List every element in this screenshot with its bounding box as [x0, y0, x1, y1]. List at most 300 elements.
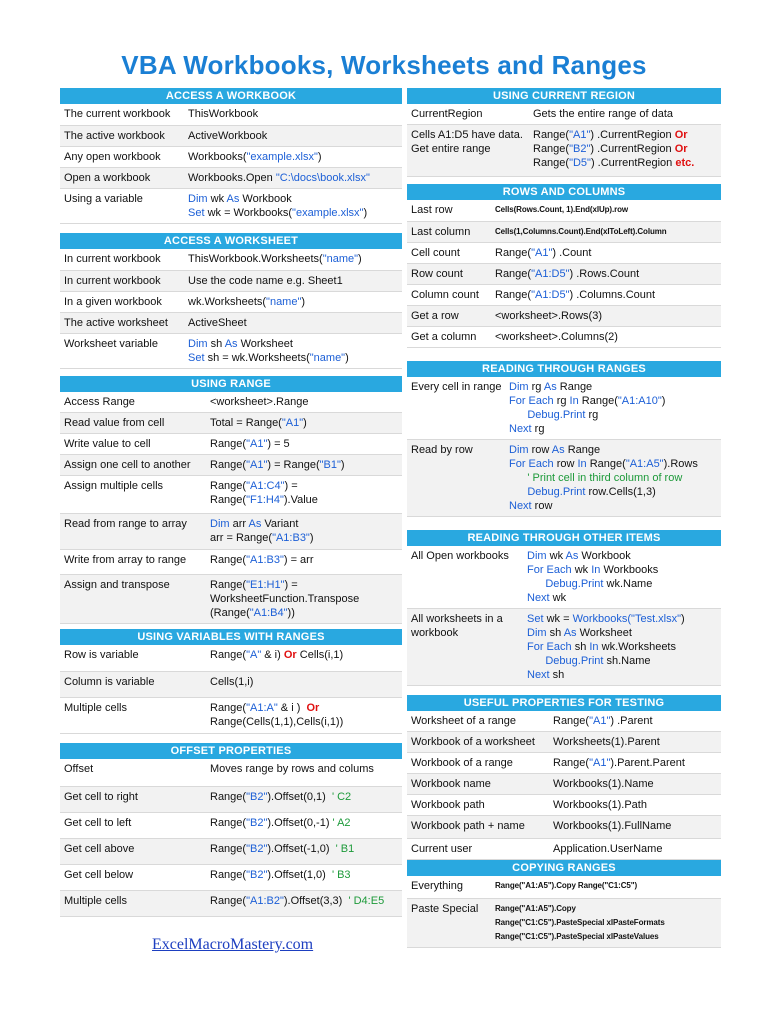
code-token: ' Print cell in third column of row: [527, 472, 683, 484]
code-token: Range(: [210, 816, 247, 829]
code-token: Dim: [210, 518, 230, 530]
row-code: [491, 263, 721, 284]
table-row: [407, 263, 721, 284]
code-token: "A1": [246, 438, 268, 450]
code-token: Dim: [188, 192, 208, 205]
row-code: [206, 514, 402, 550]
code-token: "A1": [569, 129, 591, 141]
row-label: Last row: [411, 204, 453, 216]
code-token: Debug.Print: [545, 655, 604, 667]
code-token: "A1:C4": [246, 480, 285, 492]
table-row: [407, 305, 721, 326]
row-code: [184, 167, 402, 188]
row-code: [184, 312, 402, 333]
code-token: Debug.Print: [527, 486, 586, 498]
code-token: "B1": [319, 459, 341, 471]
row-label: Paste Special: [411, 902, 479, 915]
code-token: "A1:D5": [531, 288, 570, 301]
table-row: [407, 125, 721, 177]
section-table: [60, 645, 402, 734]
table-row: [407, 104, 721, 125]
code-token: ) = arr: [283, 554, 314, 566]
code-token: Worksheet: [579, 627, 632, 639]
code-token: "example.xlsx": [292, 206, 364, 219]
code-token: wk: [546, 550, 566, 562]
code-token: "A": [246, 649, 262, 661]
code-token: For Each: [527, 564, 572, 576]
row-label: Multiple cells: [64, 701, 127, 714]
code-token: ): [345, 351, 349, 364]
row-code: [206, 476, 402, 514]
section-header: USING CURRENT REGION: [407, 88, 721, 104]
table-row: [407, 753, 721, 774]
code-token: ' D4:E5: [348, 894, 385, 907]
code-token: row: [528, 444, 552, 456]
row-code: [206, 786, 402, 812]
table-row: [60, 890, 402, 916]
code-token: Dim: [509, 381, 529, 393]
row-code: [491, 284, 721, 305]
table-row: [60, 125, 402, 146]
code-token: "B2": [246, 868, 268, 881]
row-label: Assign and transpose: [64, 579, 170, 591]
code-token: "B2": [246, 790, 268, 803]
code-token: Range(: [210, 554, 247, 566]
code-token: ): [340, 459, 345, 471]
table-row: [407, 795, 721, 816]
row-label: Last column: [411, 225, 471, 238]
code-token: <worksheet>.Rows(3): [495, 309, 602, 322]
row-code: [549, 732, 721, 753]
section-table: [60, 104, 402, 224]
code-token: Workbooks(: [572, 613, 632, 625]
code-token: ).Offset(0,1): [267, 790, 332, 803]
table-row: [60, 455, 402, 476]
row-label: Cells A1:D5 have data. Get entire range: [411, 129, 523, 155]
code-token: )): [287, 607, 295, 619]
code-token: ' A2: [332, 816, 351, 829]
section-header: ACCESS A WORKSHEET: [60, 233, 402, 249]
section-table: [407, 200, 721, 348]
section-header: READING THROUGH RANGES: [407, 361, 721, 377]
code-token: For Each: [509, 395, 554, 407]
row-label: Cell count: [411, 246, 460, 259]
code-token: Range(: [495, 288, 532, 301]
table-row: [60, 434, 402, 455]
section-access-worksheet: [60, 233, 402, 369]
row-code: [184, 188, 402, 223]
section-table: [407, 876, 721, 948]
row-label: Worksheet variable: [64, 337, 158, 350]
code-token: Dim: [527, 627, 547, 639]
row-label: In current workbook: [64, 274, 161, 287]
code-token: "C:\docs\book.xlsx": [275, 171, 370, 184]
code-token: Cells(1,Columns.Count).End(xlToLeft).Column: [495, 226, 667, 236]
code-token: Variant arr = Range(: [210, 518, 299, 544]
row-label: Read from range to array: [64, 518, 187, 530]
code-token: Workbooks.Open: [188, 171, 276, 184]
code-token: "name": [309, 351, 346, 364]
code-token: As: [248, 518, 262, 530]
table-row: [60, 188, 402, 223]
code-token: row: [553, 458, 578, 470]
row-code: [206, 392, 402, 413]
row-label: Get a row: [411, 309, 459, 322]
row-code: [206, 550, 402, 575]
row-code: [184, 104, 402, 125]
code-token: ): [358, 253, 362, 265]
code-token: Debug.Print: [527, 409, 586, 421]
code-token: sh: [549, 669, 565, 681]
table-row: [60, 312, 402, 333]
row-code: [529, 104, 721, 125]
row-code: [206, 455, 402, 476]
code-token: "F1:H4": [246, 494, 284, 506]
section-header: OFFSET PROPERTIES: [60, 743, 402, 759]
table-row: [407, 200, 721, 221]
table-row: [407, 711, 721, 732]
row-label: Assign multiple cells: [64, 480, 164, 492]
section-table: [407, 711, 721, 860]
row-label: Any open workbook: [64, 150, 161, 163]
row-label: In a given workbook: [64, 295, 162, 308]
row-code: [206, 671, 402, 697]
code-token: Dim: [188, 337, 208, 350]
code-token: Next: [527, 669, 550, 681]
row-label: Workbook path + name: [411, 820, 525, 832]
code-token: Worksheet: [240, 337, 293, 350]
code-token: Workbook: [581, 550, 631, 562]
code-token: Range(: [495, 267, 532, 280]
section-table: [407, 546, 721, 686]
section-header: USING RANGE: [60, 376, 402, 392]
row-label: Workbook name: [411, 778, 491, 790]
row-label: The current workbook: [64, 108, 171, 120]
row-label: Write value to cell: [64, 438, 151, 450]
code-token: wk =: [543, 613, 573, 625]
section-using-range: [60, 376, 402, 624]
code-token: ) .Rows.Count: [569, 267, 640, 280]
code-token: "example.xlsx": [246, 150, 318, 163]
code-token: ): [363, 206, 368, 219]
code-token: In: [591, 564, 601, 576]
code-token: Range(: [210, 701, 247, 714]
code-token: [509, 486, 527, 498]
row-label: Workbook of a worksheet: [411, 736, 535, 748]
row-code: [523, 609, 721, 686]
section-copying: [407, 860, 721, 948]
code-token: Moves range by rows and colums: [210, 763, 374, 775]
table-row: [60, 550, 402, 575]
code-token: Range("A1:A5").Copy Range("C1:C5").PasteSpecial xlPasteFormats Range("C1:C5").PasteSpecial xlPasteValues: [495, 903, 665, 941]
code-token: & i ): [277, 701, 307, 714]
code-token: As: [551, 444, 565, 456]
code-token: wk: [549, 592, 567, 604]
row-code: [206, 413, 402, 434]
row-code: [184, 249, 402, 270]
code-token: wk.Worksheets: [601, 641, 676, 653]
table-row: [407, 242, 721, 263]
code-token: Range(: [210, 894, 247, 907]
row-code: [184, 333, 402, 368]
code-token: ) = Range(: [267, 459, 320, 471]
table-row: [60, 671, 402, 697]
code-token: Range(: [210, 868, 247, 881]
code-token: "A1:B2": [246, 894, 284, 907]
table-row: [60, 333, 402, 368]
code-token: "A1:D5": [531, 267, 570, 280]
row-label: Get a column: [411, 330, 477, 343]
table-row: [60, 249, 402, 270]
code-token: "A1": [589, 715, 611, 727]
row-label: Using a variable: [64, 192, 143, 205]
code-token: "A1": [589, 757, 611, 769]
row-label: Get cell to right: [64, 790, 138, 803]
code-token: arr: [229, 518, 249, 530]
code-token: Range(: [533, 157, 570, 169]
row-code: [549, 711, 721, 732]
code-token: Or: [306, 701, 320, 714]
code-token: ): [303, 417, 307, 429]
row-code: [549, 753, 721, 774]
code-token: sh: [571, 641, 590, 653]
code-token: In: [577, 458, 587, 470]
section-reading-ranges: [407, 361, 721, 517]
table-row: [60, 392, 402, 413]
code-token: For Each: [509, 458, 554, 470]
code-token: etc.: [675, 157, 695, 169]
code-token: row: [531, 500, 553, 512]
code-token: ActiveSheet: [188, 316, 247, 329]
code-token: ) .Parent: [610, 715, 653, 727]
table-row: [407, 816, 721, 839]
code-token: Set: [188, 351, 205, 364]
section-offset: [60, 743, 402, 917]
table-row: [407, 732, 721, 753]
code-token: "A1:B3": [272, 532, 310, 544]
code-token: ).Offset(0,-1): [267, 816, 333, 829]
code-token: Use the code name e.g. Sheet1: [188, 274, 343, 287]
row-label: Read value from cell: [64, 417, 165, 429]
row-label: All Open workbooks: [411, 550, 509, 562]
code-token: ).Rows: [663, 458, 698, 470]
code-token: ).Value: [283, 494, 318, 506]
code-token: Dim: [509, 444, 529, 456]
code-token: ) .Count: [552, 246, 592, 259]
section-table: [407, 377, 721, 517]
code-token: ).Offset(1,0): [267, 868, 332, 881]
row-code: [184, 125, 402, 146]
site-link[interactable]: ExcelMacroMastery.com: [152, 936, 314, 953]
section-table: [60, 249, 402, 369]
code-token: For Each: [527, 641, 572, 653]
code-token: ThisWorkbook: [188, 108, 259, 120]
row-label: Row count: [411, 267, 463, 280]
code-token: Range(: [210, 438, 247, 450]
row-code: [206, 697, 402, 733]
code-token: ): [317, 150, 322, 163]
code-token: Range(: [210, 790, 247, 803]
section-table: [60, 759, 402, 917]
code-token: "name": [322, 253, 359, 265]
row-label: Multiple cells: [64, 894, 127, 907]
row-code: [529, 125, 721, 177]
row-code: [491, 876, 721, 898]
row-label: Worksheet of a range: [411, 715, 516, 727]
section-table: [60, 392, 402, 624]
row-label: Offset: [64, 763, 94, 775]
code-token: ): [661, 395, 666, 407]
table-row: [60, 786, 402, 812]
code-token: Range(: [533, 143, 570, 155]
code-token: ' C2: [331, 790, 352, 803]
table-row: [60, 812, 402, 838]
code-token: Next: [509, 500, 532, 512]
code-token: "A1": [281, 417, 304, 429]
row-label: The active workbook: [64, 129, 165, 142]
code-token: "name": [266, 295, 302, 308]
table-row: [407, 546, 721, 609]
code-token: Gets the entire range of data: [533, 108, 674, 120]
code-token: "B2": [246, 842, 268, 855]
row-label: Get cell to left: [64, 816, 132, 829]
section-useful-props: [407, 695, 721, 860]
table-row: [407, 876, 721, 898]
row-label: Workbook path: [411, 799, 485, 811]
code-token: ): [301, 295, 306, 308]
code-token: "A1:A5": [625, 458, 664, 470]
row-code: [523, 546, 721, 609]
code-token: Worksheets(1).Parent: [553, 736, 660, 748]
row-label: All worksheets in a workbook: [411, 613, 503, 639]
code-token: Range(: [586, 458, 626, 470]
code-token: ThisWorkbook.Worksheets(: [188, 253, 323, 265]
table-row: [407, 284, 721, 305]
code-token: "E1:H1": [246, 579, 285, 591]
code-token: Range: [559, 381, 593, 393]
table-row: [60, 575, 402, 624]
code-token: wk.Worksheets(: [188, 295, 267, 308]
row-label: The active worksheet: [64, 316, 168, 329]
code-token: wk: [571, 564, 592, 576]
code-token: As: [563, 627, 577, 639]
code-token: Cells(1,i): [210, 675, 254, 688]
code-token: Or: [283, 649, 297, 661]
row-label: Every cell in range: [411, 381, 502, 393]
row-label: Assign one cell to another: [64, 459, 191, 471]
row-label: Current user: [411, 843, 473, 855]
section-header: USEFUL PROPERTIES FOR TESTING: [407, 695, 721, 711]
row-label: Get cell above: [64, 842, 135, 855]
section-rows-columns: [407, 184, 721, 348]
table-row: [60, 476, 402, 514]
code-token: Range(: [553, 757, 590, 769]
row-code: [206, 434, 402, 455]
code-token: Next: [509, 423, 532, 435]
table-row: [60, 104, 402, 125]
row-code: [491, 326, 721, 347]
code-token: "A1:B3": [246, 554, 284, 566]
table-row: [60, 838, 402, 864]
code-token: ) = 5: [267, 438, 290, 450]
table-row: [407, 377, 721, 440]
row-label: Read by row: [411, 444, 473, 456]
row-code: [206, 838, 402, 864]
code-token: Range(: [210, 459, 247, 471]
table-row: [407, 609, 721, 686]
row-code: [491, 305, 721, 326]
row-label: Column count: [411, 288, 479, 301]
code-token: ) .CurrentRegion: [590, 143, 675, 155]
code-token: Workbooks(1).Name: [553, 778, 654, 790]
code-token: Workbooks(: [188, 150, 247, 163]
row-code: [206, 890, 402, 916]
code-token: Application.UserName: [553, 843, 663, 855]
row-code: [491, 242, 721, 263]
code-token: As: [224, 337, 238, 350]
section-variables-ranges: [60, 629, 402, 734]
section-current-region: [407, 88, 721, 177]
code-token: "B2": [569, 143, 591, 155]
row-code: [206, 759, 402, 786]
table-row: [407, 221, 721, 242]
code-token: sh: [207, 337, 225, 350]
code-token: ) = Range(: [210, 480, 298, 506]
section-header: ROWS AND COLUMNS: [407, 184, 721, 200]
row-code: [505, 440, 721, 517]
code-token: ) .CurrentRegion: [590, 129, 675, 141]
code-token: "A1": [246, 459, 268, 471]
section-header: USING VARIABLES WITH RANGES: [60, 629, 402, 645]
code-token: ): [681, 613, 685, 625]
code-token: Range(: [210, 649, 247, 661]
row-code: [505, 377, 721, 440]
code-token: As: [226, 192, 240, 205]
code-token: As: [543, 381, 557, 393]
row-label: Open a workbook: [64, 171, 151, 184]
table-row: [60, 270, 402, 291]
section-access-workbook: [60, 88, 402, 224]
table-row: [407, 774, 721, 795]
code-token: Set: [527, 613, 544, 625]
code-token: rg: [588, 409, 599, 421]
page-title: VBA Workbooks, Worksheets and Ranges: [121, 50, 647, 80]
code-token: ) .Columns.Count: [569, 288, 656, 301]
table-row: [60, 645, 402, 671]
code-token: Workbooks(1).Path: [553, 799, 647, 811]
row-label: In current workbook: [64, 253, 161, 265]
row-code: [549, 839, 721, 860]
row-code: [206, 645, 402, 671]
code-token: Or: [674, 143, 688, 155]
code-token: Workbooks: [603, 564, 659, 576]
code-token: & i): [261, 649, 284, 661]
code-token: Range(Cells(1,1),Cells(i,1)): [210, 715, 344, 728]
code-token: Range(: [210, 842, 247, 855]
code-token: ' B3: [331, 868, 351, 881]
code-token: ActiveWorkbook: [188, 129, 268, 142]
code-token: Dim: [527, 550, 547, 562]
code-token: Range(: [210, 579, 247, 591]
row-code: [206, 812, 402, 838]
code-token: "A1:B4": [249, 607, 288, 619]
row-code: [184, 291, 402, 312]
table-row: [60, 697, 402, 733]
code-token: Total = Range(: [210, 417, 282, 429]
code-token: sh: [546, 627, 564, 639]
code-token: ).Offset(3,3): [283, 894, 349, 907]
row-label: Everything: [411, 880, 463, 892]
